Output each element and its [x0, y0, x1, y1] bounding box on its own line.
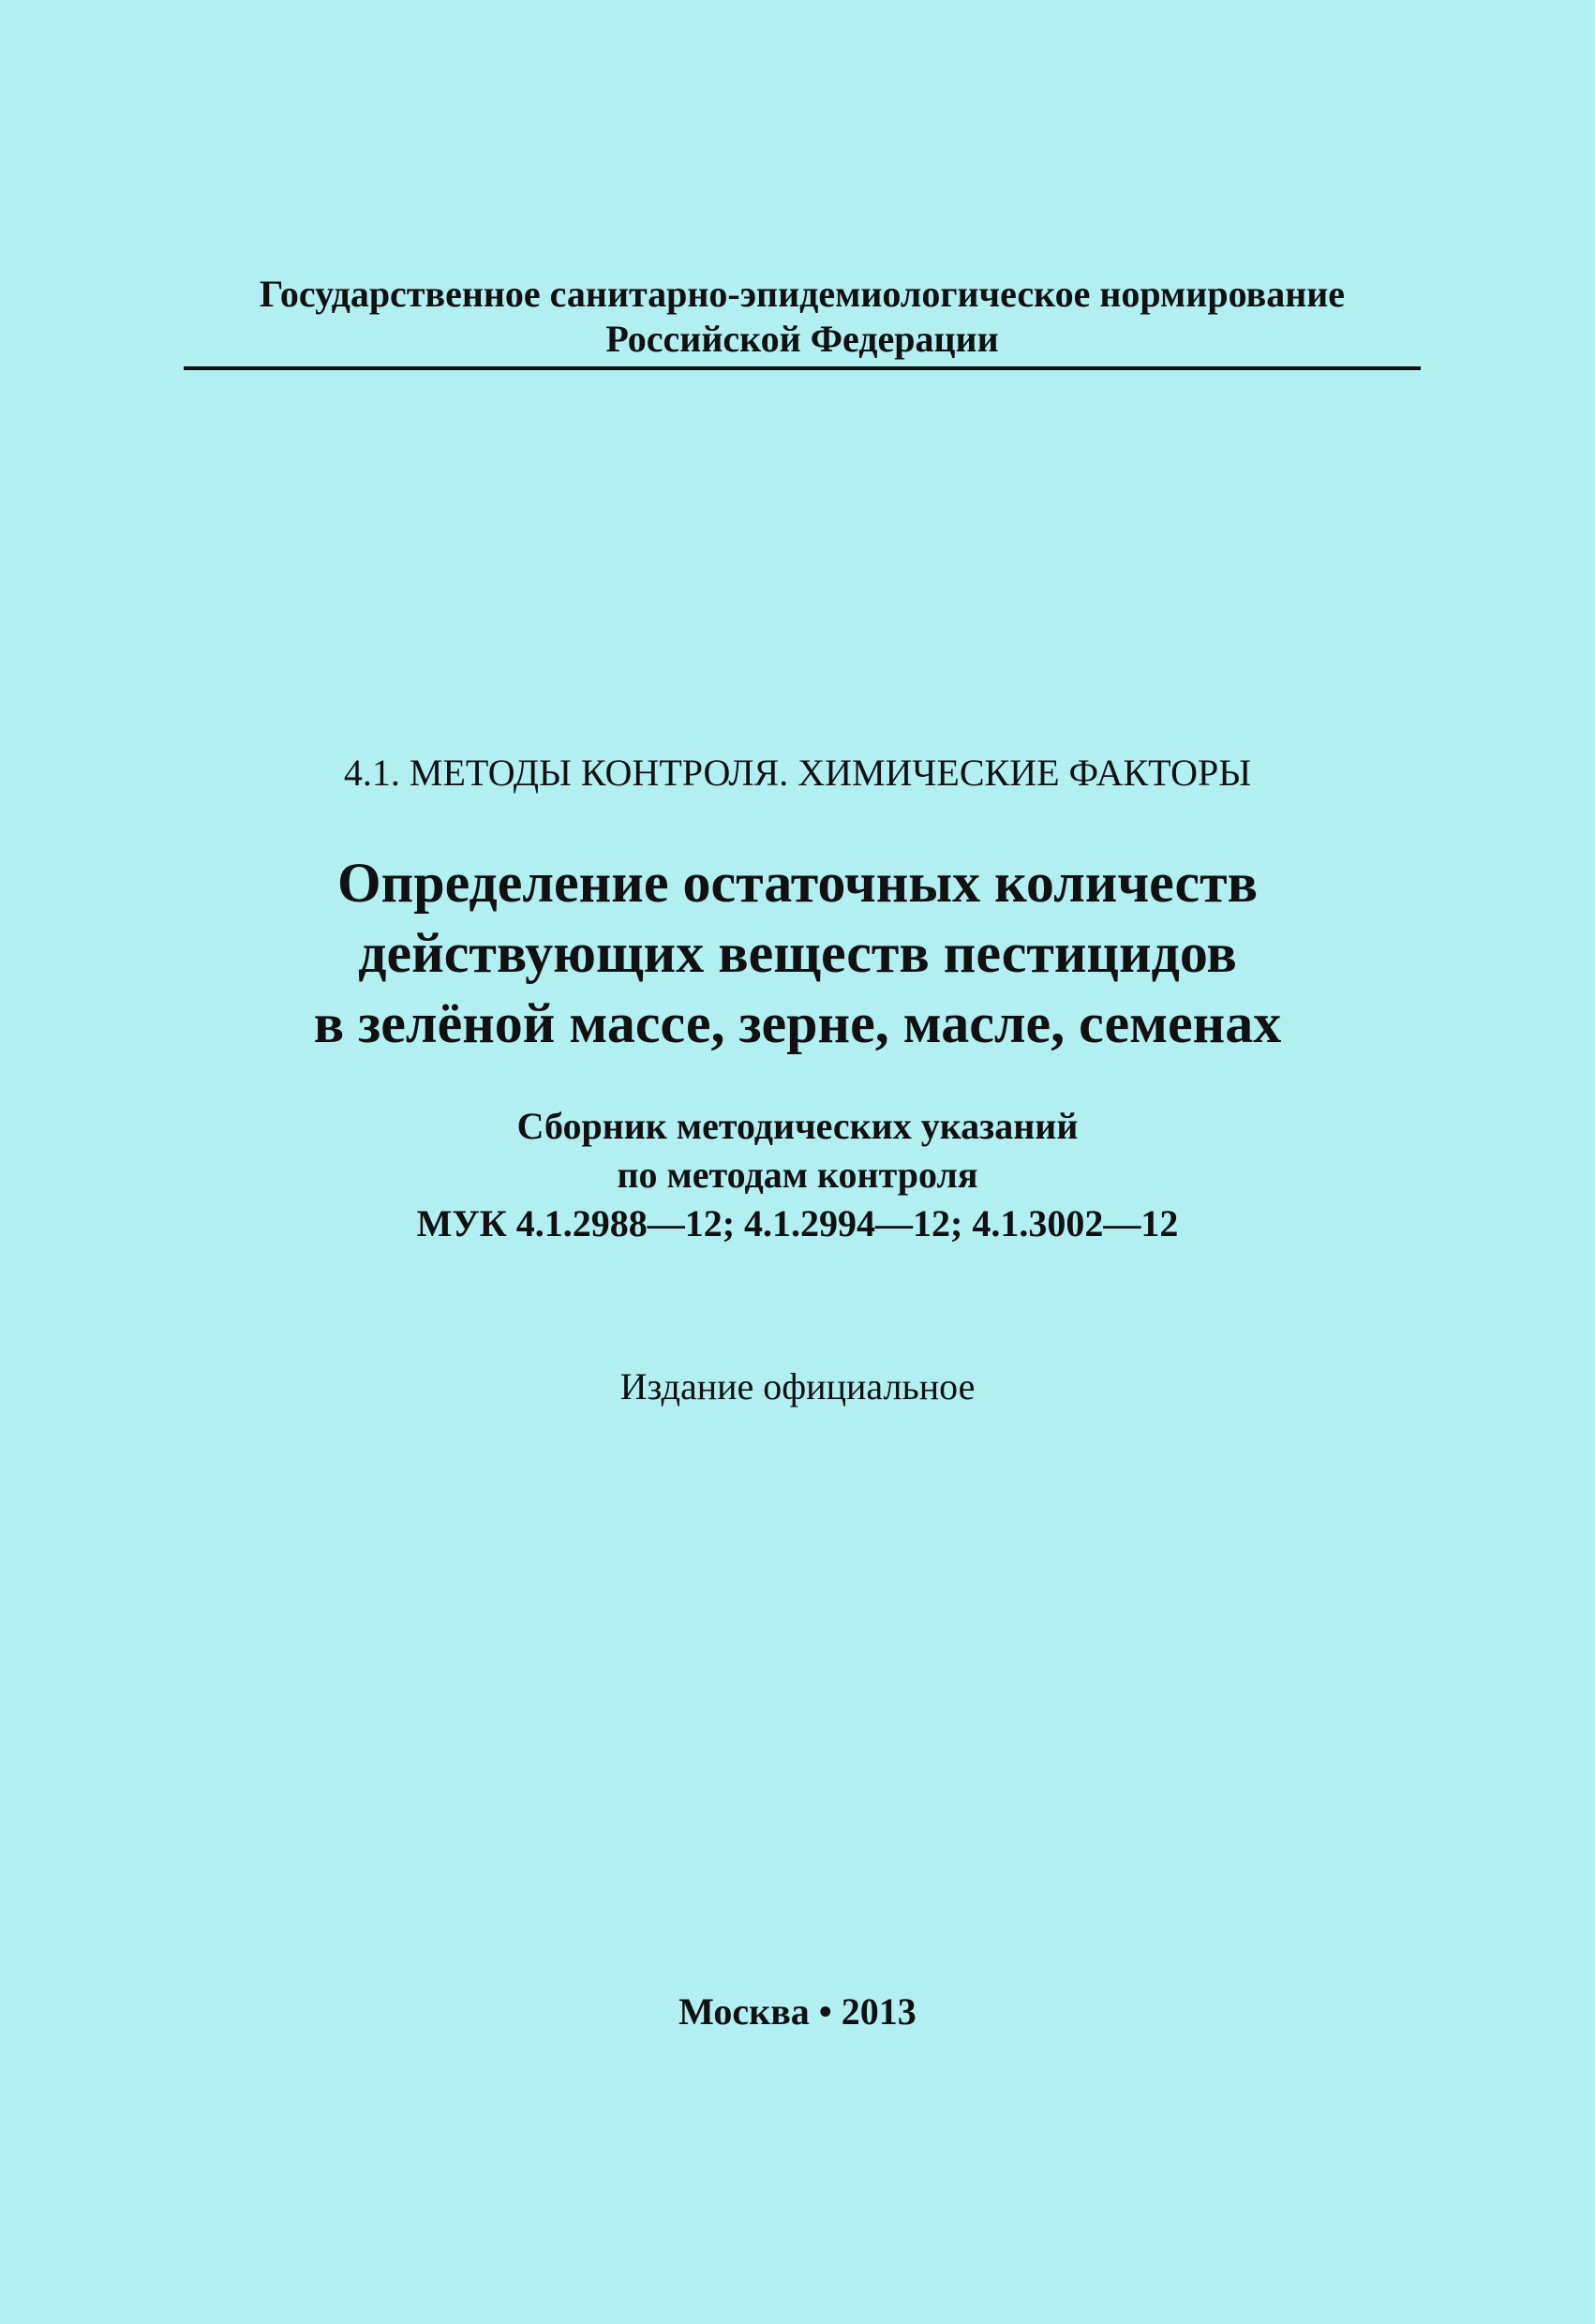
- title-line-1: Определение остаточных количеств: [336, 852, 1259, 914]
- issuing-authority-header: [184, 272, 1421, 362]
- document-title: [0, 848, 1595, 1059]
- subtitle-line-1: Сборник методических указаний: [516, 1105, 1079, 1147]
- series-heading: 4.1. МЕТОДЫ КОНТРОЛЯ. ХИМИЧЕСКИЕ ФАКТОРЫ: [343, 752, 1252, 794]
- title-line-3: в зелёной массе, зерне, масле, семенах: [313, 992, 1282, 1054]
- header-divider: [184, 366, 1421, 370]
- subtitle-line-3: МУК 4.1.2988—12; 4.1.2994—12; 4.1.3002—12: [416, 1202, 1179, 1244]
- edition-label: Издание официальное: [619, 1365, 976, 1408]
- header-line-1: Государственное санитарно-эпидемиологическое нормирование: [259, 273, 1346, 315]
- header-line-2: Российской Федерации: [605, 318, 999, 360]
- document-subtitle: [0, 1102, 1595, 1248]
- publication-imprint: Москва • 2013: [678, 1990, 917, 2033]
- subtitle-line-2: по методам контроля: [617, 1154, 978, 1196]
- title-line-2: действующих веществ пестицидов: [358, 922, 1237, 984]
